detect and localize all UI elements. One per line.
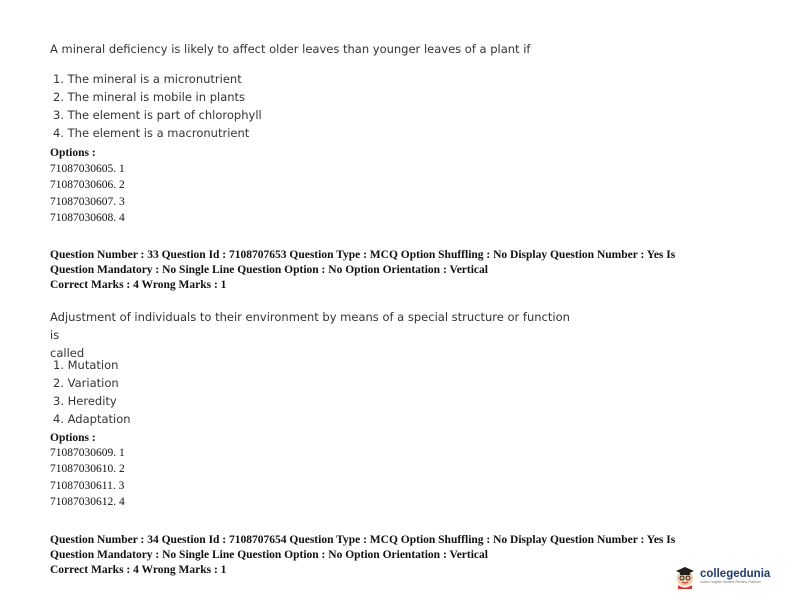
option-id: 71087030609. 1 — [50, 447, 125, 459]
option-id: 71087030611. 3 — [50, 479, 125, 492]
question-meta — [50, 533, 675, 578]
choice-item: 1. The mineral is a micronutrient — [53, 72, 242, 86]
choice-item: 3. Heredity — [53, 394, 117, 408]
choice-list — [53, 70, 262, 142]
choice-item: 1. Mutation — [53, 358, 119, 372]
option-id: 71087030605. 1 — [50, 163, 125, 175]
question-meta-line: Correct Marks : 4 Wrong Marks : 1 — [50, 564, 227, 576]
question-text — [50, 308, 570, 362]
options-label: Options : — [50, 432, 96, 444]
question-text-line: called — [50, 346, 85, 360]
options-label: Options : — [50, 147, 96, 159]
question-meta-line: Question Number : 34 Question Id : 7108707654 Question Type : MCQ Option Shuffling : No Display Question Number : Yes Is — [50, 534, 676, 546]
logo-tagline: India's largest Student Review Platform — [700, 579, 761, 584]
choice-item: 3. The element is part of chlorophyll — [53, 108, 262, 122]
question-text-line: Adjustment of individuals to their environment by means of a special structure or function is — [50, 310, 570, 342]
logo-name: collegedunia — [700, 567, 771, 580]
question-meta — [50, 248, 675, 293]
question-text: A mineral deficiency is likely to affect older leaves than younger leaves of a plant if — [50, 42, 531, 56]
choice-item: 2. The mineral is mobile in plants — [53, 90, 246, 104]
option-id-list — [50, 161, 125, 226]
question-meta-line: Question Number : 33 Question Id : 7108707653 Question Type : MCQ Option Shuffling : No Display Question Number : Yes Is — [50, 249, 676, 261]
choice-item: 2. Variation — [53, 376, 119, 390]
question-meta-line: Correct Marks : 4 Wrong Marks : 1 — [50, 279, 227, 291]
option-id: 71087030610. 2 — [50, 463, 125, 476]
question-meta-line: Question Mandatory : No Single Line Question Option : No Option Orientation : Vertical — [50, 264, 488, 276]
choice-item: 4. The element is a macronutrient — [53, 126, 250, 140]
option-id: 71087030608. 4 — [50, 211, 125, 224]
option-id: 71087030606. 2 — [50, 179, 125, 192]
option-id-list — [50, 445, 125, 510]
collegedunia-logo — [672, 563, 770, 589]
option-id: 71087030612. 4 — [50, 495, 125, 508]
option-id: 71087030607. 3 — [50, 195, 125, 208]
choice-item: 4. Adaptation — [53, 412, 131, 426]
question-meta-line: Question Mandatory : No Single Line Question Option : No Option Orientation : Vertical — [50, 549, 488, 561]
graduate-mascot-icon — [672, 563, 698, 589]
choice-list — [53, 356, 131, 428]
